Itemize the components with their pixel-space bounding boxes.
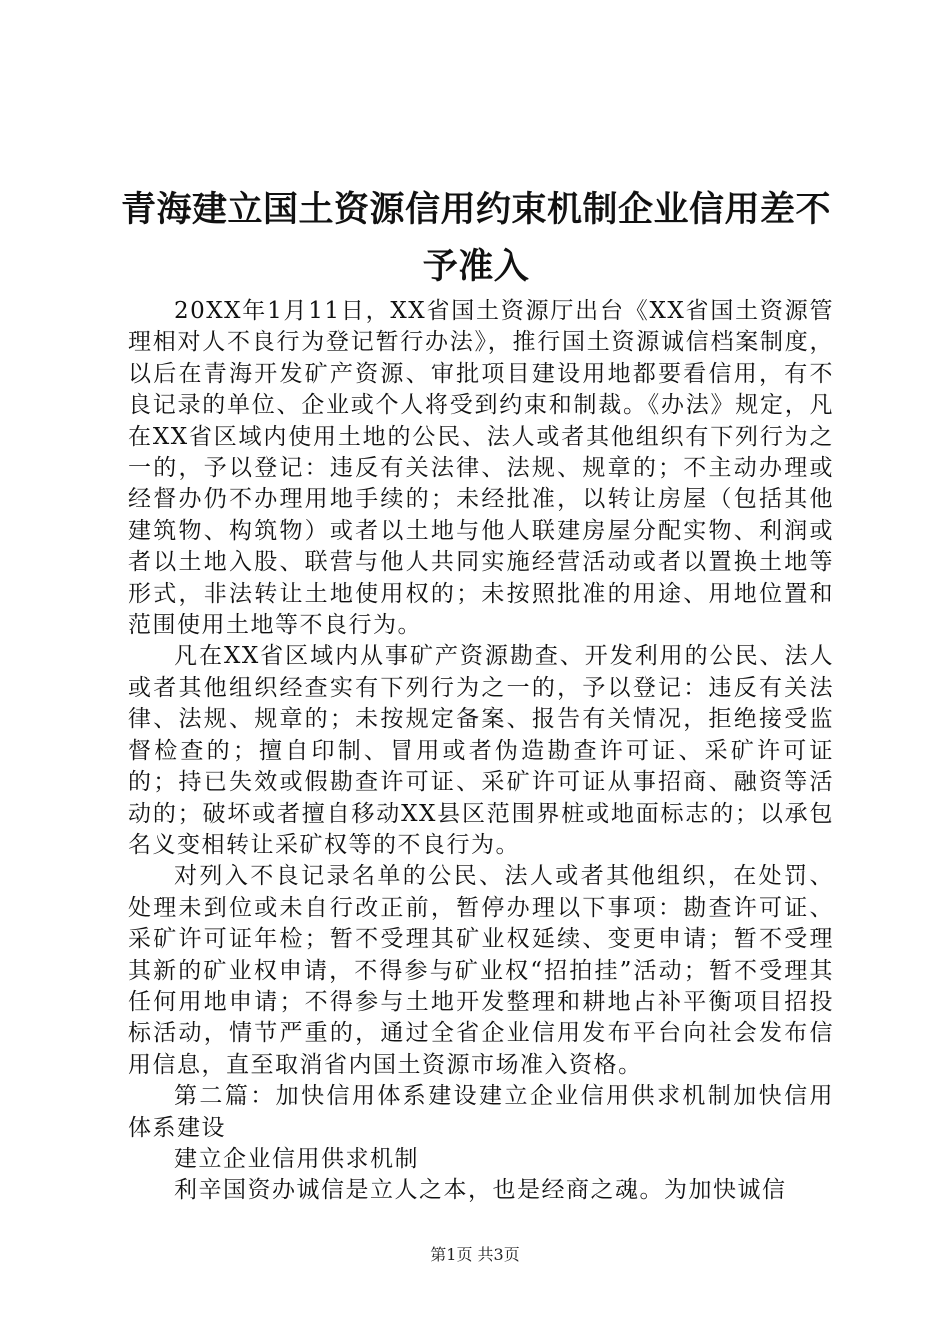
paragraph-1: 20XX年1月11日，XX省国土资源厅出台《XX省国土资源管理相对人不良行为登记暂行办法》，推行国土资源诚信档案制度，以后在青海开发矿产资源、审批项目建设用地都要看信用，有不良记录的单位、企业或个人将受到约束和制裁。《办法》规定，凡在XX省区域内使用土地的公民、法人或者其他组织有下列行为之一的，予以登记：违反有关法律、法规、规章的；不主动办理或经督办仍不办理用地手续的；未经批准，以转让房屋（包括其他建筑物、构筑物）或者以土地与他人联建房屋分配实物、利润或者以土地入股、联营与他人共同实施经营活动或者以置换土地等形式，非法转让土地使用权的；未按照批准的用途、用地位置和范围使用土地等不良行为。	[128, 298, 834, 639]
paragraph-2: 凡在XX省区域内从事矿产资源勘查、开发利用的公民、法人或者其他组织经查实有下列行为之一的，予以登记：违反有关法律、法规、规章的；未按规定备案、报告有关情况，拒绝接受监督检查的；擅自印制、冒用或者伪造勘查许可证、采矿许可证的；持已失效或假勘查许可证、采矿许可证从事招商、融资等活动的；破坏或者擅自移动XX县区范围界桩或地面标志的；以承包名义变相转让采矿权等的不良行为。	[128, 643, 834, 858]
document-body	[128, 296, 834, 1207]
paragraph-last: 利辛国资办诚信是立人之本，也是经商之魂。为加快诚信	[174, 1177, 787, 1204]
paragraph-3: 对列入不良记录名单的公民、法人或者其他组织，在处罚、处理未到位或未自行改正前，暂停办理以下事项：勘查许可证、采矿许可证年检；暂不受理其矿业权延续、变更申请；暂不受理其新的矿业权申请，不得参与矿业权“招拍挂”活动；暂不受理其任何用地申请；不得参与土地开发整理和耕地占补平衡项目招投标活动，情节严重的，通过全省企业信用发布平台向社会发布信用信息，直至取消省内国土资源市场准入资格。	[128, 863, 834, 1078]
document-title: 青海建立国土资源信用约束机制企业信用差不予准入	[120, 190, 831, 287]
page-number-footer: 第1页 共3页	[430, 1245, 520, 1264]
second-part-title: 第二篇：加快信用体系建设建立企业信用供求机制加快信用体系建设	[128, 1083, 834, 1141]
sub-heading: 建立企业信用供求机制	[174, 1145, 419, 1172]
